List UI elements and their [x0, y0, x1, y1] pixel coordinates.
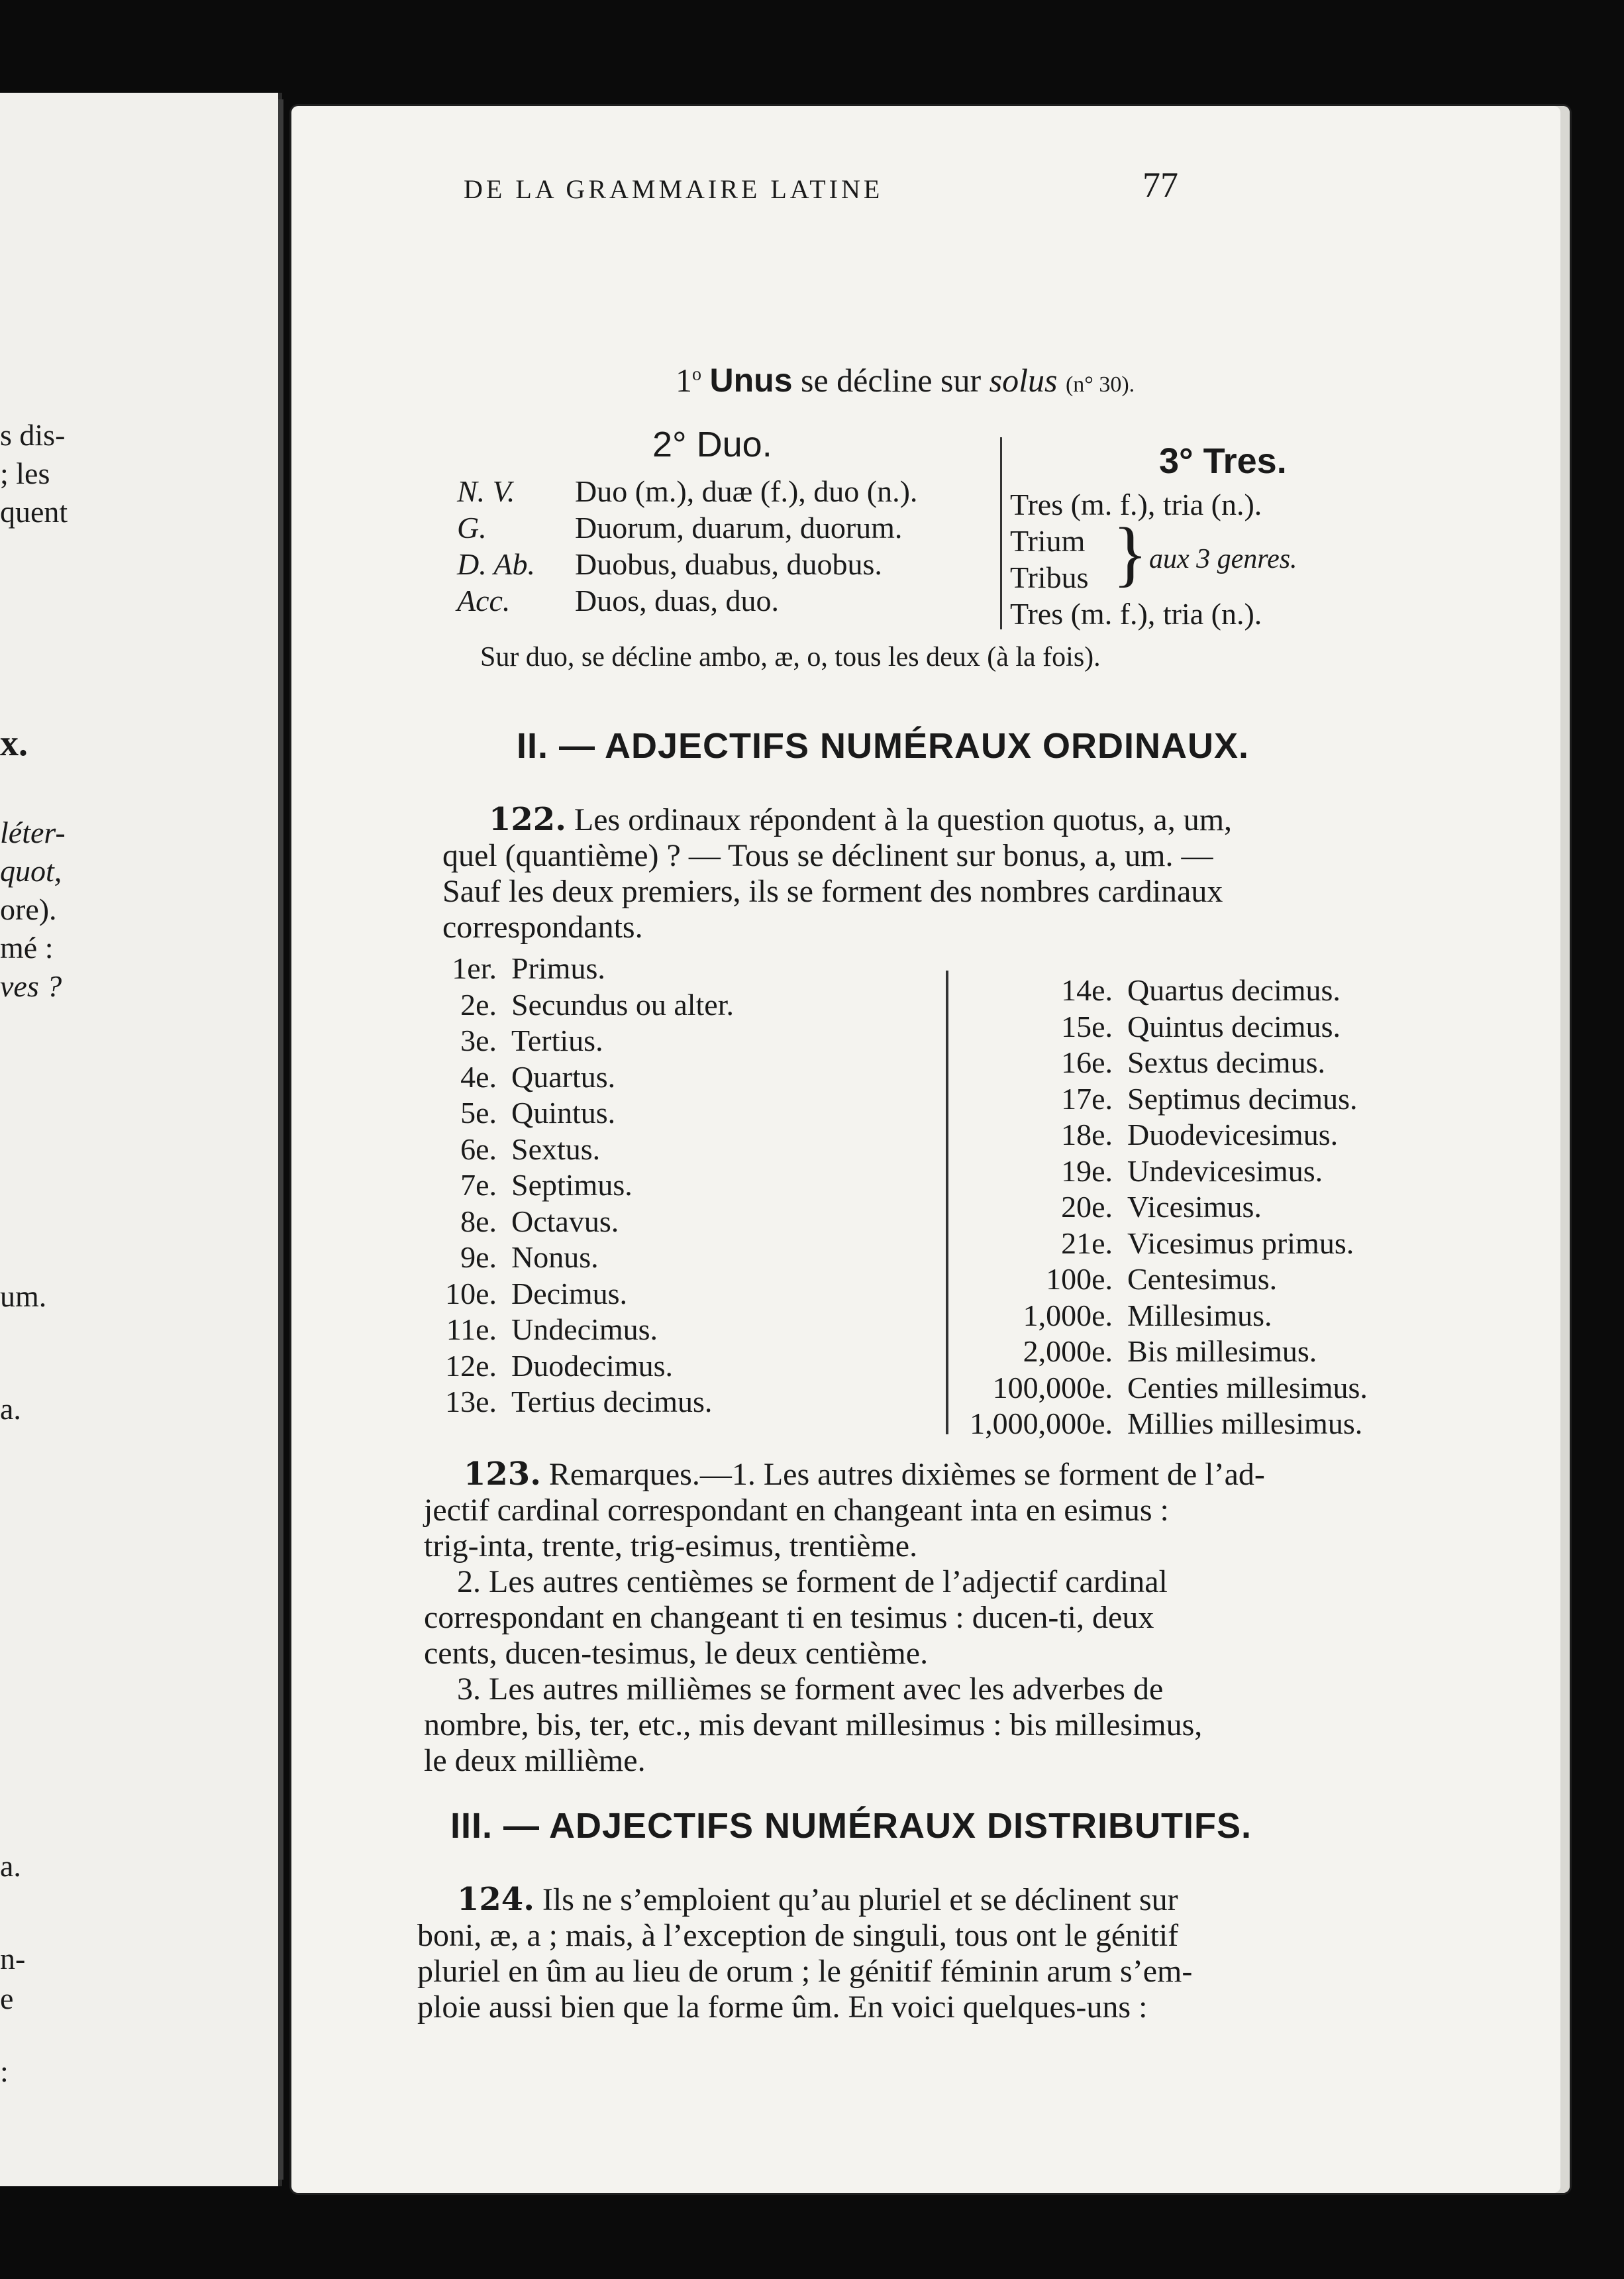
left-fragment: a.	[0, 1392, 21, 1426]
left-fragment: léter-	[0, 816, 66, 849]
ordinals-right-column	[940, 973, 1368, 1442]
ordinal-number: 8e.	[460, 1204, 497, 1238]
duo-case: Acc.	[457, 584, 511, 617]
ordinals-left-column	[417, 951, 734, 1420]
ordinal-word: Undecimus.	[511, 1312, 658, 1346]
para-line: correspondants.	[442, 910, 643, 945]
ordinal-row	[940, 1153, 1368, 1190]
ordinal-word: Quintus decimus.	[1127, 1009, 1341, 1043]
para-line: Les ordinaux répondent à la question quotus, a, um,	[574, 802, 1233, 837]
ordinal-number: 21e.	[1061, 1226, 1113, 1260]
left-fragment: ves ?	[0, 969, 62, 1003]
ordinal-number: 19e.	[1061, 1153, 1113, 1188]
ordinal-row	[417, 1167, 734, 1204]
duo-tres-divider	[1000, 437, 1002, 629]
ordinal-row	[417, 1348, 734, 1385]
ordinal-word: Tertius.	[511, 1024, 603, 1057]
ordinal-word: Decimus.	[511, 1276, 628, 1310]
ordinal-number: 7e.	[460, 1168, 497, 1202]
ordinal-number: 1er.	[452, 951, 497, 985]
ordinal-row	[940, 1406, 1368, 1442]
para-line: quel (quantième) ? — Tous se déclinent sur bonus, a, um. —	[442, 838, 1213, 873]
ordinal-row	[940, 973, 1368, 1009]
ordinal-row	[940, 1009, 1368, 1045]
duo-forms: Duos, duas, duo.	[575, 584, 779, 617]
para-122	[442, 802, 1232, 945]
ordinal-word: Centesimus.	[1127, 1262, 1278, 1296]
ordinal-word: Duodecimus.	[511, 1348, 674, 1383]
ordinal-word: Millesimus.	[1127, 1298, 1272, 1332]
ordinal-row	[940, 1081, 1368, 1118]
ordinal-row	[417, 1240, 734, 1276]
ordinal-number: 12e.	[445, 1348, 497, 1383]
ordinal-row	[417, 1132, 734, 1168]
ordinal-row	[417, 987, 734, 1024]
left-fragment: e	[0, 1982, 14, 2015]
left-fragment: s dis-	[0, 418, 66, 452]
ambo-note: Sur duo, se décline ambo, æ, o, tous les deux (à la fois).	[480, 642, 1101, 672]
unus-line: 1$^o$ Unus se décline sur solus (n° 30).	[676, 362, 1135, 399]
ordinal-word: Vicesimus primus.	[1127, 1226, 1354, 1260]
duo-forms: Duorum, duarum, duorum.	[575, 511, 903, 545]
page-number: 77	[1142, 165, 1178, 205]
ordinal-word: Septimus decimus.	[1127, 1081, 1358, 1116]
ordinal-row	[940, 1189, 1368, 1226]
left-fragment: a.	[0, 1849, 21, 1883]
section-heading-ordinaux: II. — ADJECTIFS NUMÉRAUX ORDINAUX.	[517, 726, 1250, 766]
left-fragment: x.	[0, 723, 28, 764]
section-heading-distributifs: III. — ADJECTIFS NUMÉRAUX DISTRIBUTIFS.	[450, 1806, 1252, 1846]
ordinal-word: Vicesimus.	[1127, 1190, 1262, 1224]
ordinal-number: 20e.	[1061, 1190, 1113, 1224]
ordinal-number: 100e.	[1046, 1262, 1113, 1296]
para-line: Sauf les deux premiers, ils se forment des nombres cardinaux	[442, 874, 1223, 909]
unus-word: Unus	[709, 362, 793, 399]
ordinal-row	[417, 1204, 734, 1240]
gutter	[278, 99, 283, 2180]
ordinal-number: 15e.	[1061, 1009, 1113, 1043]
para-line: 2. Les autres centièmes se forment de l’adjectif cardinal	[457, 1564, 1168, 1599]
ordinal-row	[940, 1334, 1368, 1370]
brace: }	[1113, 513, 1148, 594]
para-line: pluriel en ûm au lieu de orum ; le génitif féminin arum s’em-	[417, 1954, 1193, 1989]
ordinal-word: Quintus.	[511, 1096, 616, 1130]
para-number: 123.	[464, 1456, 541, 1493]
ordinal-number: 17e.	[1061, 1081, 1113, 1116]
ordinal-row	[417, 1312, 734, 1348]
left-page-fragment	[0, 93, 282, 2186]
unus-prefix: 1	[676, 362, 692, 399]
unus-model: solus	[989, 362, 1058, 399]
ordinal-row	[417, 1384, 734, 1420]
ordinal-number: 2,000e.	[1023, 1334, 1113, 1368]
ordinal-word: Octavus.	[511, 1204, 619, 1238]
para-line: le deux millième.	[424, 1743, 646, 1778]
tres-row: Tribus	[1010, 560, 1089, 594]
para-line: Remarques.—1. Les autres dixièmes se forment de l’ad-	[548, 1457, 1265, 1492]
para-number: 124.	[457, 1881, 534, 1918]
left-fragment: ore).	[0, 892, 57, 926]
ordinal-row	[940, 1226, 1368, 1262]
tres-row: Tres (m. f.), tria (n.).	[1010, 488, 1262, 521]
duo-forms: Duo (m.), duæ (f.), duo (n.).	[575, 474, 918, 508]
ordinal-word: Sextus decimus.	[1127, 1045, 1325, 1079]
para-line: trig-inta, trente, trig-esimus, trentième.	[424, 1528, 918, 1564]
left-fragment: um.	[0, 1279, 47, 1313]
para-line: ploie aussi bien que la forme ûm. En voici quelques-uns :	[417, 1989, 1148, 2025]
ordinal-word: Nonus.	[511, 1240, 599, 1274]
ordinal-number: 9e.	[460, 1240, 497, 1274]
ordinal-word: Quartus decimus.	[1127, 973, 1341, 1007]
tres-brace-note: aux 3 genres.	[1149, 544, 1297, 574]
ordinal-row	[940, 1298, 1368, 1334]
ordinal-row	[940, 1045, 1368, 1081]
ordinal-word: Millies millesimus.	[1127, 1406, 1363, 1440]
left-fragment: :	[0, 2054, 9, 2088]
duo-case: D. Ab.	[457, 547, 535, 581]
duo-case: G.	[457, 511, 487, 545]
para-line: cents, ducen-tesimus, le deux centième.	[424, 1636, 929, 1671]
ordinal-word: Bis millesimus.	[1127, 1334, 1317, 1368]
duo-forms: Duobus, duabus, duobus.	[575, 547, 882, 581]
ordinal-number: 2e.	[460, 987, 497, 1022]
para-123	[424, 1456, 1265, 1779]
para-line: jectif cardinal correspondant en changeant inta en esimus :	[424, 1493, 1169, 1528]
ordinal-number: 14e.	[1061, 973, 1113, 1007]
left-fragment: quent	[0, 495, 68, 529]
ordinal-word: Septimus.	[511, 1168, 633, 1202]
ordinal-number: 18e.	[1061, 1118, 1113, 1151]
ordinal-number: 6e.	[460, 1132, 497, 1166]
para-line: 3. Les autres millièmes se forment avec les adverbes de	[457, 1671, 1164, 1707]
running-head: DE LA GRAMMAIRE LATINE	[464, 174, 884, 204]
left-fragment: n-	[0, 1942, 26, 1976]
tres-title: 3° Tres.	[1159, 441, 1287, 481]
ordinal-word: Primus.	[511, 951, 605, 985]
left-fragment: quot,	[0, 854, 62, 888]
ordinal-word: Undevicesimus.	[1127, 1153, 1323, 1188]
ordinal-word: Quartus.	[511, 1059, 616, 1094]
ordinal-number: 5e.	[460, 1096, 497, 1130]
ordinal-number: 10e.	[445, 1276, 497, 1310]
left-fragment: mé :	[0, 931, 54, 965]
left-fragment: ; les	[0, 456, 50, 490]
ordinal-row	[417, 1059, 734, 1096]
ordinal-word: Centies millesimus.	[1127, 1370, 1368, 1404]
ordinal-row	[417, 951, 734, 987]
ordinal-row	[940, 1261, 1368, 1298]
ordinal-number: 3e.	[460, 1024, 497, 1057]
ordinal-row	[417, 1276, 734, 1312]
para-number: 122.	[489, 801, 566, 838]
ordinal-row	[940, 1117, 1368, 1153]
ordinal-number: 11e.	[446, 1312, 497, 1346]
para-124	[417, 1882, 1192, 2025]
ordinal-word: Secundus ou alter.	[511, 987, 734, 1022]
ordinal-word: Sextus.	[511, 1132, 601, 1166]
ordinal-row	[940, 1370, 1368, 1406]
ordinal-number: 13e.	[445, 1385, 497, 1418]
unus-ref: (n° 30).	[1065, 372, 1135, 397]
duo-title: 2° Duo.	[652, 425, 772, 464]
ordinal-word: Duodevicesimus.	[1127, 1118, 1339, 1151]
ordinal-number: 1,000,000e.	[970, 1406, 1113, 1440]
para-line: Ils ne s’emploient qu’au pluriel et se déclinent sur	[542, 1882, 1178, 1917]
ordinal-number: 16e.	[1061, 1045, 1113, 1079]
para-line: boni, æ, a ; mais, à l’exception de singuli, tous ont le génitif	[417, 1918, 1179, 1953]
tres-row: Tres (m. f.), tria (n.).	[1010, 597, 1262, 631]
ordinal-number: 100,000e.	[992, 1370, 1113, 1404]
duo-case: N. V.	[457, 474, 515, 508]
ordinal-row	[417, 1095, 734, 1132]
tres-row: Trium	[1010, 524, 1086, 558]
ordinal-number: 4e.	[460, 1059, 497, 1094]
unus-text: se décline sur	[801, 362, 982, 399]
ordinal-word: Tertius decimus.	[511, 1385, 713, 1418]
para-line: correspondant en changeant ti en tesimus : ducen-ti, deux	[424, 1600, 1154, 1635]
ordinal-row	[417, 1023, 734, 1059]
para-line: nombre, bis, ter, etc., mis devant millesimus : bis millesimus,	[424, 1707, 1203, 1742]
ordinal-number: 1,000e.	[1023, 1298, 1113, 1332]
